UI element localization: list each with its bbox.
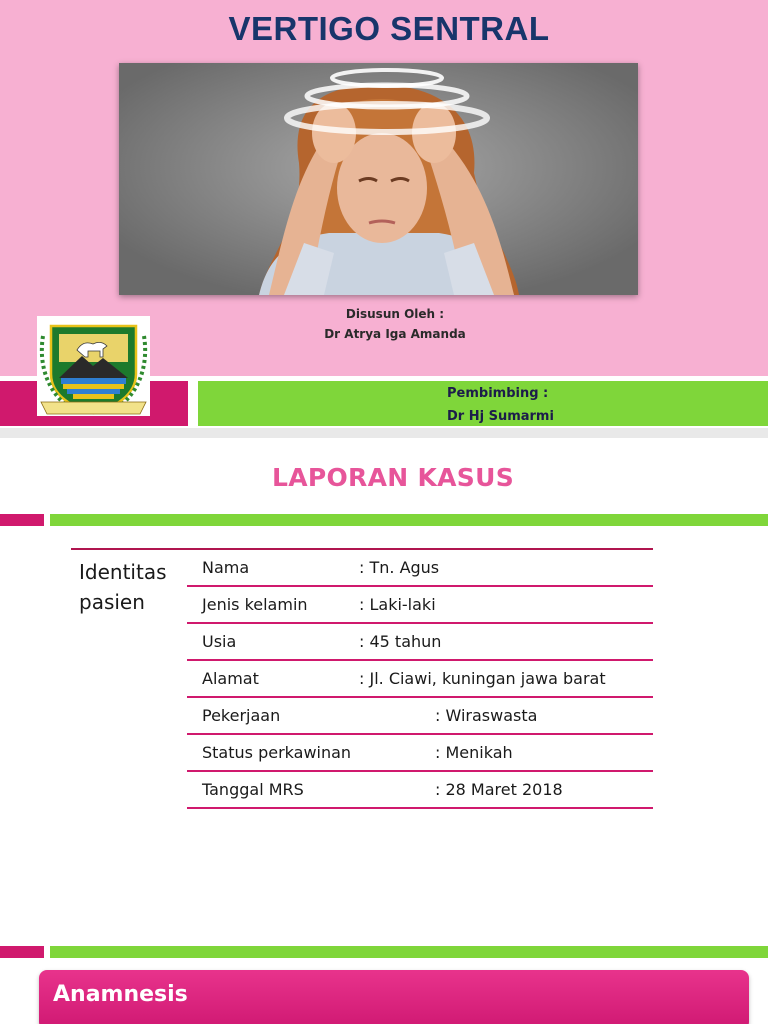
table-row [187, 735, 653, 772]
row-value: : 45 tahun [359, 632, 442, 651]
accent-bar-green [50, 514, 768, 526]
title-slide [0, 0, 768, 428]
row-label: Usia [202, 632, 237, 651]
anamnesis-header [39, 970, 749, 1024]
row-value: : Menikah [435, 743, 513, 762]
anamnesis-slide [0, 960, 768, 1024]
table-row [187, 772, 653, 809]
patient-identity-label: Identitas pasien [79, 560, 167, 614]
footer-bar-magenta [0, 946, 44, 958]
byline-label: Disusun Oleh : [345, 307, 445, 321]
row-label: Nama [202, 558, 250, 577]
row-value: : Jl. Ciawi, kuningan jawa barat [359, 669, 606, 688]
case-report-slide [0, 438, 768, 950]
supervisor-label: Pembimbing : [447, 386, 549, 401]
table-row [187, 550, 653, 587]
slide-title: VERTIGO SENTRAL [228, 10, 550, 47]
row-value: : Wiraswasta [435, 706, 538, 725]
table-row [187, 587, 653, 624]
author-name: Dr Atrya Iga Amanda [324, 327, 466, 341]
row-value: : Tn. Agus [359, 558, 440, 577]
row-label: Alamat [202, 669, 259, 688]
slide-divider [0, 428, 768, 438]
row-label: Jenis kelamin [202, 595, 308, 614]
table-row [187, 624, 653, 661]
anamnesis-title: Anamnesis [53, 982, 188, 1007]
row-value: : Laki-laki [359, 595, 436, 614]
supervisor-name: Dr Hj Sumarmi [447, 409, 554, 424]
footer-bar-green [50, 946, 768, 958]
vertigo-photo [119, 63, 638, 295]
row-value: : 28 Maret 2018 [435, 780, 563, 799]
regency-logo [37, 316, 150, 416]
table-row [187, 698, 653, 735]
accent-bar-magenta [0, 514, 44, 526]
row-label: Status perkawinan [202, 743, 352, 762]
row-label: Pekerjaan [202, 706, 281, 725]
row-label: Tanggal MRS [202, 780, 304, 799]
case-report-title: LAPORAN KASUS [271, 463, 514, 492]
table-row [187, 661, 653, 698]
